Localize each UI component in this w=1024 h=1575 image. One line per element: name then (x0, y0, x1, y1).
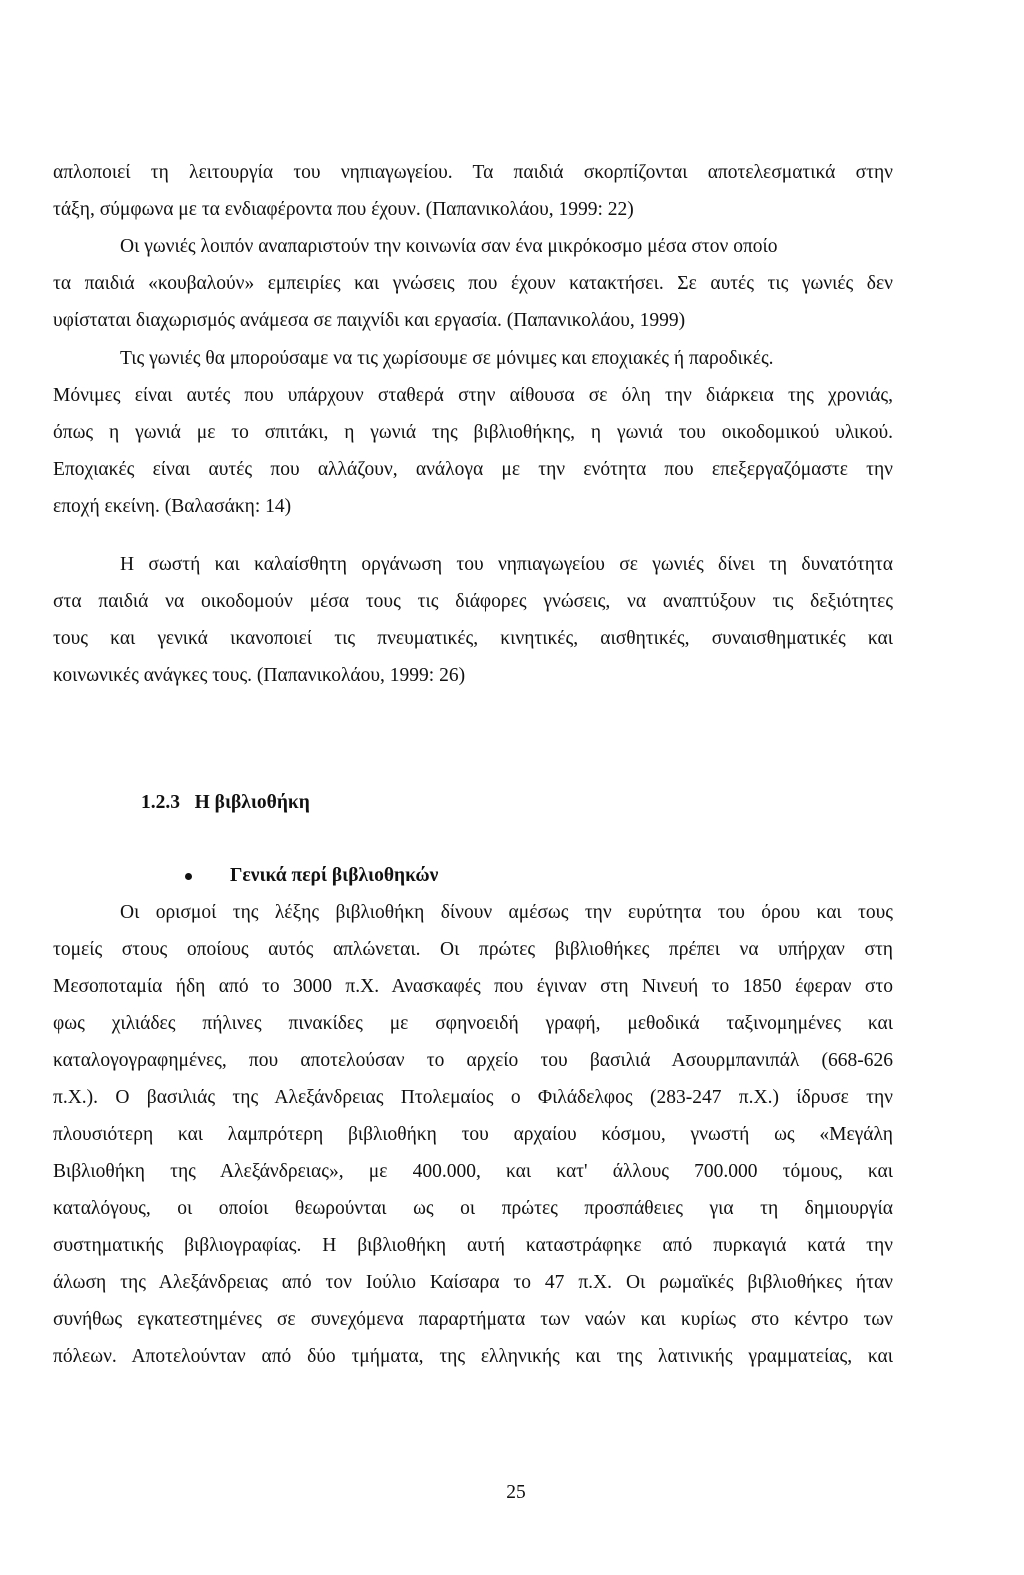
text-line: πόλεων. Αποτελούνταν από δύο τμήματα, της ελληνικής και της λατινικής γραμματείας, και (53, 1346, 893, 1367)
text-line: Οι ορισμοί της λέξης βιβλιοθήκη δίνουν αμέσως την ευρύτητα του όρου και τους (120, 902, 893, 923)
text-line: Εποχιακές είναι αυτές που αλλάζουν, ανάλογα με την ενότητα που επεξεργαζόμαστε την (53, 459, 893, 480)
bullet-icon (185, 873, 192, 880)
text-line: Βιβλιοθήκη της Αλεξάνδρειας», με 400.000, και κατ' άλλους 700.000 τόμους, και (53, 1161, 893, 1182)
text-line: Η σωστή και καλαίσθητη οργάνωση του νηπιαγωγείου σε γωνιές δίνει τη δυνατότητα (120, 554, 893, 575)
text-line: τους και γενικά ικανοποιεί τις πνευματικές, κινητικές, αισθητικές, συναισθηματικές και (53, 628, 893, 649)
text-line: φως χιλιάδες πήλινες πινακίδες με σφηνοειδή γραφή, μεθοδικά ταξινομημένες και (53, 1013, 893, 1034)
text-line: στα παιδιά να οικοδομούν μέσα τους τις διάφορες γνώσεις, να αναπτύξουν τις δεξιότητες (53, 591, 893, 612)
text-line: όπως η γωνιά με το σπιτάκι, η γωνιά της βιβλιοθήκης, η γωνιά του οικοδομικού υλικού. (53, 422, 893, 443)
text-line: υφίσταται διαχωρισμός ανάμεσα σε παιχνίδι και εργασία. (Παπανικολάου, 1999) (53, 310, 686, 331)
bullet-subheading (185, 863, 438, 889)
text-line: Οι γωνιές λοιπόν αναπαριστούν την κοινωνία σαν ένα μικρόκοσμο μέσα στον οποίο (120, 236, 778, 257)
text-line: τάξη, σύμφωνα με τα ενδιαφέροντα που έχουν. (Παπανικολάου, 1999: 22) (53, 199, 634, 220)
text-line: άλωση της Αλεξάνδρειας από τον Ιούλιο Καίσαρα το 47 π.Χ. Οι ρωμαϊκές βιβλιοθήκες ήταν (53, 1272, 893, 1293)
text-line: καταλόγους, οι οποίοι θεωρούνται ως οι πρώτες προσπάθειες για τη δημιουργία (53, 1198, 893, 1219)
text-line: Τις γωνιές θα μπορούσαμε να τις χωρίσουμε σε μόνιμες και εποχιακές ή παροδικές. (120, 348, 774, 369)
section-heading: 1.2.3 Η βιβλιοθήκη (141, 792, 310, 813)
text-line: πλουσιότερη και λαμπρότερη βιβλιοθήκη του αρχαίου κόσμου, γνωστή ως «Μεγάλη (53, 1124, 893, 1145)
text-line: απλοποιεί τη λειτουργία του νηπιαγωγείου. Τα παιδιά σκορπίζονται αποτελεσματικά στην (53, 162, 893, 183)
text-line: τομείς στους οποίους αυτός απλώνεται. Οι πρώτες βιβλιοθήκες πρέπει να υπήρχαν στη (53, 939, 893, 960)
text-line: Μεσοποταμία ήδη από το 3000 π.Χ. Ανασκαφές που έγιναν στη Νινευή το 1850 έφεραν στο (53, 976, 893, 997)
text-line: π.Χ.). Ο βασιλιάς της Αλεξάνδρειας Πτολεμαίος ο Φιλάδελφος (283-247 π.Χ.) ίδρυσε την (53, 1087, 893, 1108)
text-line: Μόνιμες είναι αυτές που υπάρχουν σταθερά στην αίθουσα σε όλη την διάρκεια της χρονιάς, (53, 385, 893, 406)
subheading-text: Γενικά περί βιβλιοθηκών (230, 865, 439, 886)
text-line: κοινωνικές ανάγκες τους. (Παπανικολάου, 1999: 26) (53, 665, 466, 686)
text-line: συστηματικής βιβλιογραφίας. Η βιβλιοθήκη αυτή καταστράφηκε από πυρκαγιά κατά την (53, 1235, 893, 1256)
text-line: καταλογογραφημένες, που αποτελούσαν το αρχείο του βασιλιά Ασουρμπανιπάλ (668-626 (53, 1050, 893, 1071)
text-line: συνήθως εγκατεστημένες σε συνεχόμενα παραρτήματα των ναών και κυρίως στο κέντρο των (53, 1309, 893, 1330)
text-line: εποχή εκείνη. (Βαλασάκη: 14) (53, 496, 292, 517)
text-line: τα παιδιά «κουβαλούν» εμπειρίες και γνώσεις που έχουν κατακτήσει. Σε αυτές τις γωνιές δεν (53, 273, 893, 294)
page-number: 25 (506, 1482, 526, 1503)
